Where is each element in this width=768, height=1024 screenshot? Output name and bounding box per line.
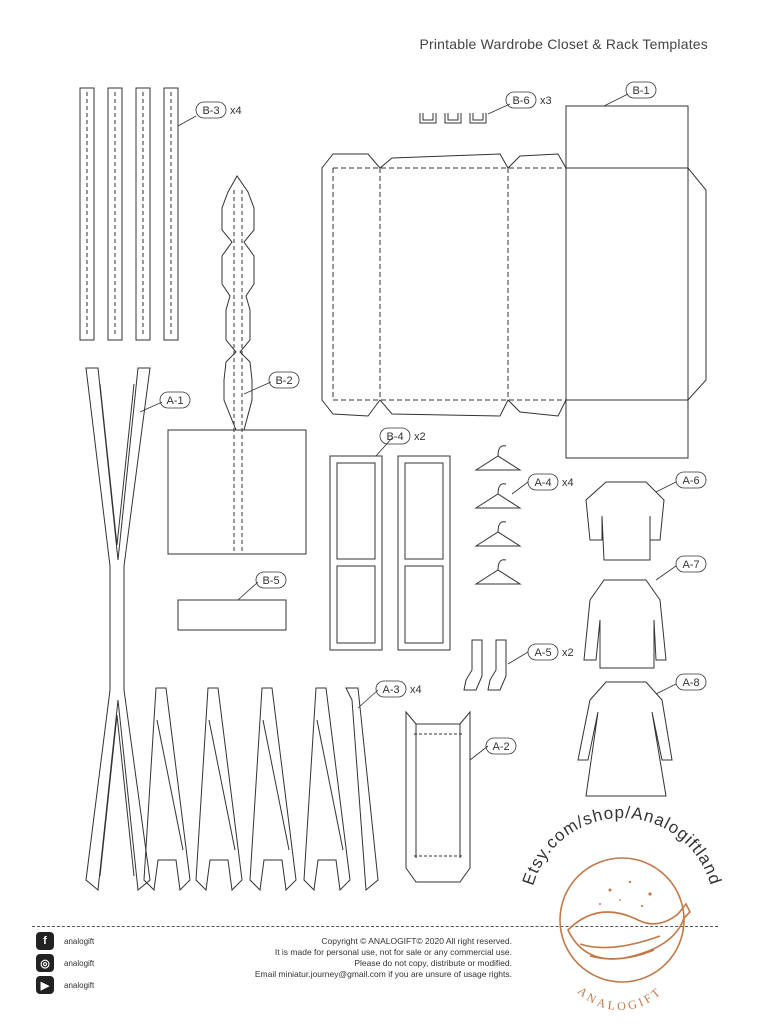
part-a2-frame <box>406 712 470 882</box>
label-a5: A-5 <box>534 647 552 659</box>
logo-url: Etsy.com/shop/Analogiftland <box>518 802 726 888</box>
label-b4: B-4 <box>386 431 404 443</box>
youtube-handle: analogift <box>64 980 95 990</box>
logo-brand: ANALOGIFT <box>574 983 666 1010</box>
part-a7-sweater <box>584 580 666 668</box>
copyright-line: Copyright © ANALOGIFT© 2020 All right reserved. <box>321 936 512 946</box>
part-a5-socks <box>464 640 506 690</box>
part-b6-clips <box>420 113 486 123</box>
facebook-icon: f <box>36 932 54 950</box>
qty-b3: x4 <box>230 105 242 117</box>
label-a1: A-1 <box>166 395 184 407</box>
label-a6: A-6 <box>682 475 700 487</box>
part-b2-panel <box>168 176 306 554</box>
label-a4: A-4 <box>534 477 552 489</box>
contact-line: Email miniatur.journey@gmail.com if you are unsure of usage rights. <box>254 969 512 979</box>
qty-b6: x3 <box>540 95 552 107</box>
label-b1: B-1 <box>632 85 650 97</box>
qty-a3: x4 <box>410 684 422 696</box>
part-b5-shelf <box>178 600 286 630</box>
part-a3-frames <box>144 688 378 890</box>
label-b2: B-2 <box>275 375 293 387</box>
instagram-handle: analogift <box>64 958 95 968</box>
facebook-handle: analogift <box>64 936 95 946</box>
part-b3-strips <box>80 88 178 340</box>
label-a3: A-3 <box>382 684 400 696</box>
copyright-notice <box>255 936 512 980</box>
label-a2: A-2 <box>492 741 510 753</box>
label-a7: A-7 <box>682 559 700 571</box>
part-b4-doors <box>330 456 450 650</box>
part-a4-hangers <box>476 446 520 584</box>
label-b6: B-6 <box>512 95 530 107</box>
social-youtube[interactable] <box>36 976 94 994</box>
page-title: Printable Wardrobe Closet & Rack Templates <box>419 36 708 52</box>
label-a8: A-8 <box>682 677 700 689</box>
part-b1-box <box>322 106 706 458</box>
social-instagram[interactable] <box>36 954 94 972</box>
usage-line: It is made for personal use, not for sale or any commercial use. <box>274 947 512 957</box>
svg-text:Etsy.com/shop/Analogiftland <box>519 803 726 888</box>
part-a1-rack <box>86 368 150 890</box>
youtube-icon: ▶ <box>36 976 54 994</box>
social-facebook[interactable] <box>36 932 94 950</box>
analogift-logo <box>500 800 740 1010</box>
svg-text:ANALOGIFT <box>575 984 665 1010</box>
label-b5: B-5 <box>262 575 280 587</box>
qty-a5: x2 <box>562 647 574 659</box>
qty-b4: x2 <box>414 431 426 443</box>
distribution-line: Please do not copy, distribute or modified. <box>354 958 512 968</box>
part-a6-shirt <box>586 482 664 560</box>
part-a8-dress <box>578 682 672 796</box>
qty-a4: x4 <box>562 477 574 489</box>
label-b3: B-3 <box>202 105 220 117</box>
instagram-icon: ◎ <box>36 954 54 972</box>
